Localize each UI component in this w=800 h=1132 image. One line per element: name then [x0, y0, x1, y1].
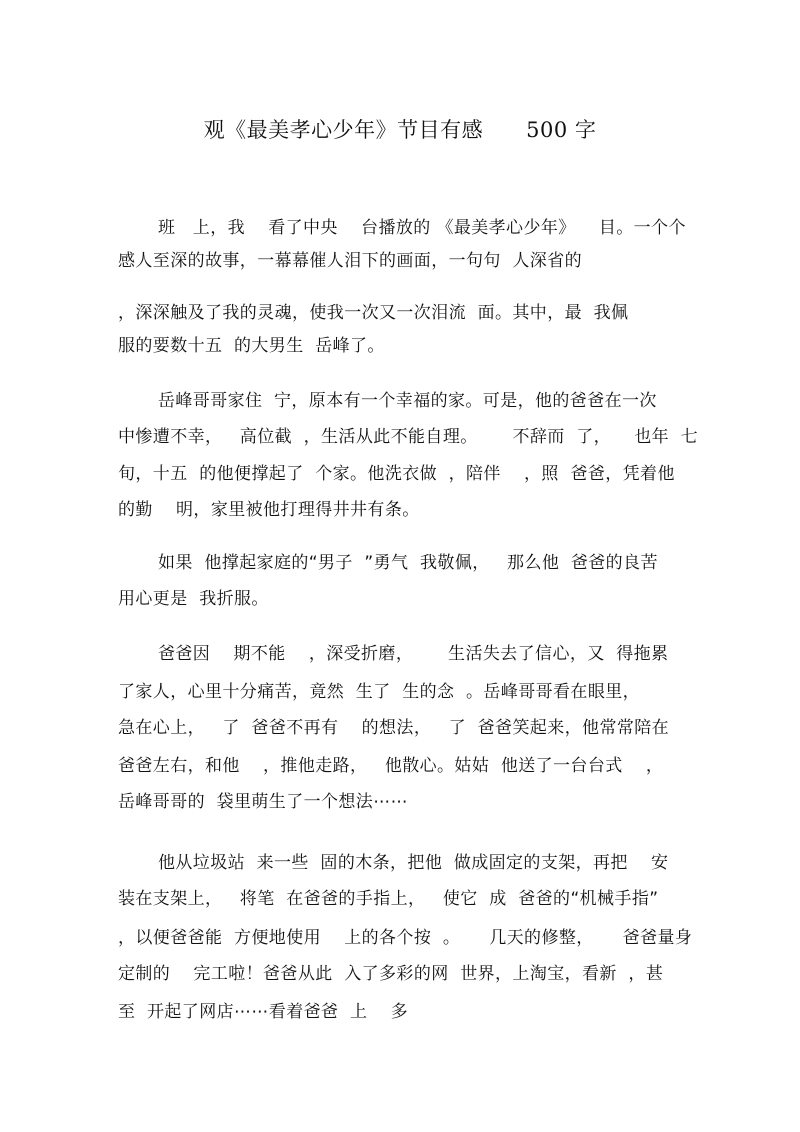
text-line: 用心更是 我折服。: [118, 589, 269, 609]
text-line: 急在心上， 了 爸爸不再有 的想法， 了 爸爸笑起来，他常常陪在: [118, 718, 670, 738]
text-line: 服的要数十五 的大男生 岳峰了。: [118, 336, 385, 356]
text-line: 的勤 明，家里被他打理得井井有条。: [118, 500, 420, 520]
text-line: 爸爸因 期不能 ，深受折磨， 生活失去了信心，又 得拖累: [158, 644, 669, 664]
text-line: 装在支架上， 将笔 在爸爸的手指上， 使它 成 爸爸的“机械手指”: [118, 889, 659, 909]
text-line: 如果 他撑起家庭的“男子 ”勇气 我敬佩， 那么他 爸爸的良苦: [158, 553, 658, 573]
text-line: 班 上，我 看了中央 台播放的 《最美孝心少年》 目。一个个: [158, 218, 686, 238]
text-line: 他从垃圾站 来一些 固的木条，把他 做成固定的支架，再把 安: [158, 853, 669, 873]
text-line: 感人至深的故事，一幕幕催人泪下的画面，一句句 人深省的: [118, 251, 583, 271]
text-line: 岳峰哥哥的 袋里萌生了一个想法⋯⋯: [118, 792, 409, 812]
text-line: 中惨遭不幸， 高位截 ，生活从此不能自理。 不辞而 了， 也年 七: [118, 427, 699, 447]
text-line: 了家人，心里十分痛苦，竟然 生了 生的念 。岳峰哥哥看在眼里，: [118, 682, 641, 702]
text-line: 爸爸左右，和他 ，推他走路， 他散心。姑姑 他送了一台台式 ，: [118, 756, 664, 776]
page-title: 观《最美孝心少年》节目有感 500 字: [203, 118, 597, 142]
text-line: 定制的 完工啦！爸爸从此 入了多彩的网 世界，上淘宝，看新 ，甚: [118, 964, 664, 984]
text-line: 旬，十五 的他便撑起了 个家。他洗衣做 ，陪伴 ，照 爸爸，凭着他: [118, 464, 675, 484]
text-line: ，以便爸爸能 方便地使用 上的各个按 。 几天的修整， 爸爸量身: [118, 928, 693, 948]
text-line: ，深深触及了我的灵魂，使我一次又一次泪流 面。其中，最 我佩: [118, 303, 629, 323]
text-line: 至 开起了网店⋯⋯看着爸爸 上 多: [118, 1002, 409, 1022]
text-line: 岳峰哥哥家住 宁，原本有一个幸福的家。可是，他的爸爸在一次: [158, 391, 657, 411]
